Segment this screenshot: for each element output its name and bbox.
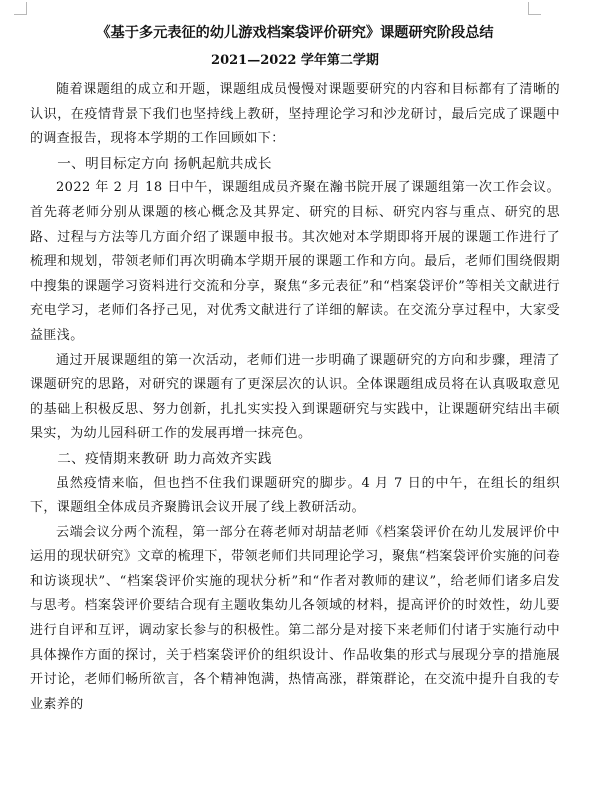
section-heading-2: 二、疫情期来教研 助力高效齐实践 [57,450,272,467]
section-1-paragraph-1: 2022 年 2 月 18 日中午，课题组成员齐聚在瀚书院开展了课题组第一次工作会议。首先蒋老师分别从课题的核心概念及其界定、研究的目标、研究内容与重点、研究的思路、过程与方法等几方面介绍了课题申报书。其次她对本学期即将开展的课题工作进行了梳理和规划，带领老师们再次明确本学期开展的课题工作和方向。最后，老师们围绕假期中搜集的课题学习资料进行交流和分享，聚焦“多元表征”和“档案袋评价”等相关文献进行充电学习，老师们各抒己见，对优秀文献进行了详细的解读。在交流分享过程中，大家受益匪浅。 [30,180,560,343]
section-1-paragraph-2: 通过开展课题组的第一次活动，老师们进一步明确了课题研究的方向和步骤，理清了课题研究的思路，对研究的课题有了更深层次的认识。全体课题组成员将在认真吸取意见的基础上积极反思、努力创新，扎扎实实投入到课题研究与实践中，让课题研究结出丰硕果实，为幼儿园科研工作的发展再增一抹亮色。 [30,352,560,442]
intro-paragraph: 随着课题组的成立和开题，课题组成员慢慢对课题要研究的内容和目标都有了清晰的认识，在疫情背景下我们也坚持线上教研，坚持理论学习和沙龙研讨，最后完成了课题中的调查报告，现将本学期的工作回顾如下： [30,82,560,147]
document-subtitle: 2021—2022 学年第二学期 [211,53,379,68]
section-2-paragraph-1: 虽然疫情来临，但也挡不住我们课题研究的脚步。4 月 7 日的中午，在组长的组织下，课题组全体成员齐聚腾讯会议开展了线上教研活动。 [30,475,560,516]
section-heading-1: 一、明目标定方向 扬帆起航共成长 [57,155,272,172]
section-2-paragraph-2: 云端会议分两个流程，第一部分在蒋老师对胡喆老师《档案袋评价在幼儿发展评价中运用的现状研究》文章的梳理下，带领老师们共同理论学习，聚焦“档案袋评价实施的问卷和访谈现状”、“档案袋评价实施的现状分析”和“作者对教师的建议”，给老师们诸多启发与思考。档案袋评价要结合现有主题收集幼儿各领域的材料，提高评价的时效性，幼儿要进行自评和互评，调动家长参与的积极性。第二部分是对接下来老师们付诸于实施行动中具体操作方面的探讨，关于档案袋评价的组织设计、作品收集的形式与展现分享的措施展开讨论，老师们畅所欲言，各个精神饱满，热情高涨，群策群论，在交流中提升自我的专业素养的 [30,524,560,712]
page-corner-mark [14,2,27,15]
document-body [30,24,560,717]
document-title: 《基于多元表征的幼儿游戏档案袋评价研究》课题研究阶段总结 [96,25,494,41]
page-corner-mark [528,2,541,15]
